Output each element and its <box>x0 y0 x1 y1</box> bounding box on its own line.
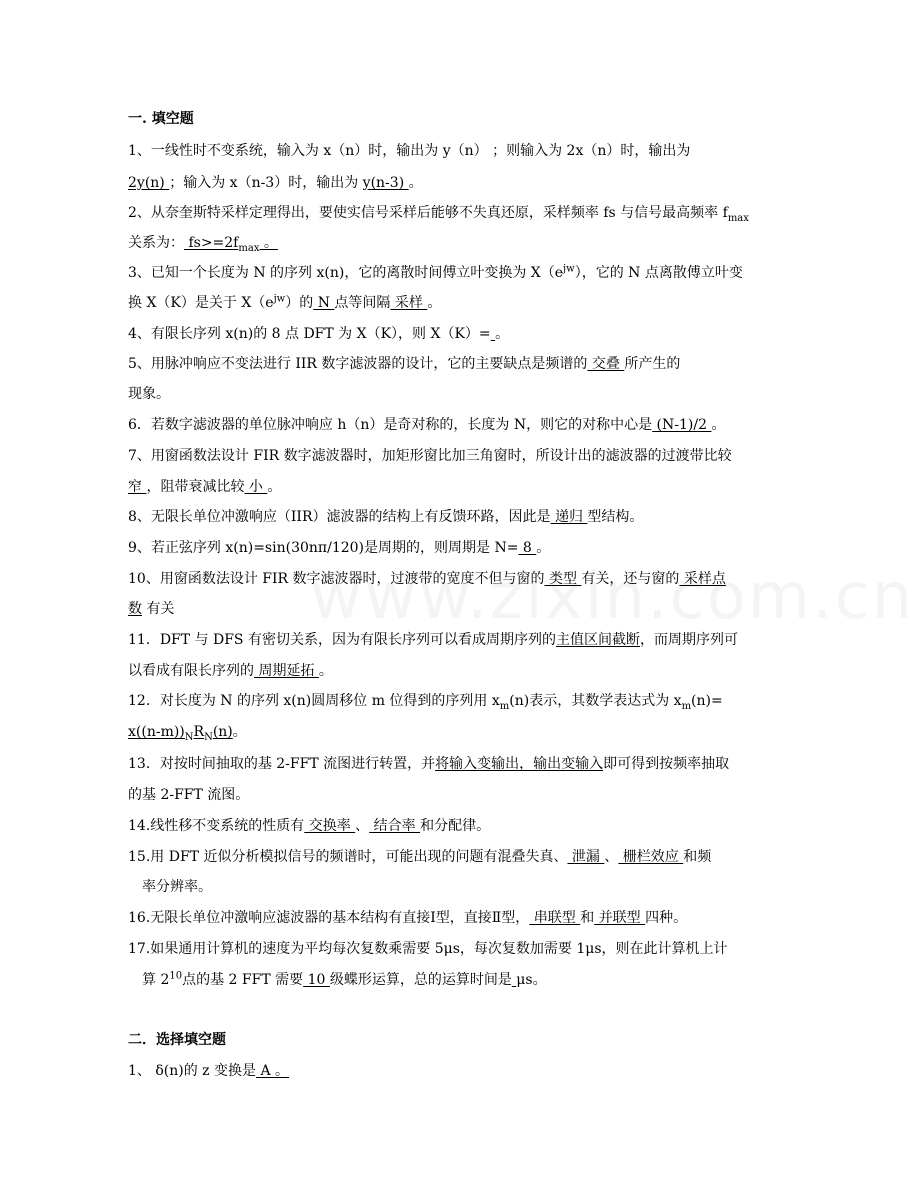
q15-text-b: 和频 <box>683 849 712 865</box>
q16-answer1: 串联型 <box>529 910 581 926</box>
q4-end: 。 <box>495 326 510 342</box>
q11-line2 <box>128 661 818 681</box>
s2-q1-line <box>128 1061 818 1081</box>
q17-l2-c: 级蝶形运算，总的运算时间是 <box>329 972 512 988</box>
q15-line2: 率分辨率。 <box>142 879 212 895</box>
q16-answer2: 并联型 <box>594 910 646 926</box>
q9-answer: 8 <box>518 540 537 556</box>
q1-end: 。 <box>408 175 423 191</box>
q12-sub2: m <box>681 700 692 712</box>
q8-text: 8、无限长单位冲激响应（IIR）滤波器的结构上有反馈环路，因此是 <box>128 509 551 525</box>
q13-answer: 将输入变输出，输出变输入 <box>435 756 604 772</box>
q1-line2 <box>128 173 818 193</box>
q15-line1 <box>128 847 818 867</box>
q10-text: 10、用窗函数法设计 FIR 数字滤波器时，过渡带的宽度不但与窗的 <box>128 571 545 587</box>
q4-text: 4、有限长序列 x(n)的 8 点 DFT 为 X（K），则 X（K）= <box>128 326 491 342</box>
q3-line1 <box>128 263 818 283</box>
q2-pre: 关系为： <box>128 235 184 251</box>
q11-end: 。 <box>318 663 333 679</box>
q10-line2 <box>128 599 818 619</box>
q17-end: μs。 <box>516 972 547 988</box>
q3-sup: jw <box>563 263 575 275</box>
q12-text-c: (n)= <box>691 693 723 709</box>
q8-end: 型结构。 <box>587 509 644 525</box>
q9-text: 9、若正弦序列 x(n)=sin(30nπ/120)是周期的，则周期是 N= <box>128 540 519 556</box>
q2-line2 <box>128 233 818 253</box>
q7-answer2: 小 <box>244 479 268 495</box>
q10-answer2-cont: 数 <box>128 601 142 617</box>
q1-answer2: y(n-3) <box>362 175 409 191</box>
q17-l2-b: 点的基 2 FFT 需要 <box>182 972 304 988</box>
q3-end: 。 <box>427 295 442 311</box>
q3-text-b: ），它的 N 点离散傅立叶变 <box>574 265 743 281</box>
q8-line <box>128 507 818 527</box>
q5-text: 5、用脉冲响应不变法进行 IIR 数字滤波器的设计，它的主要缺点是频谱的 <box>128 356 588 372</box>
q12-answer-r: R <box>193 724 205 740</box>
q3-l2-c: 点等间隔 <box>334 295 391 311</box>
q13-text-b: 即可得到按频率抽取 <box>603 756 730 772</box>
q5-line2: 现象。 <box>128 386 170 402</box>
q14-end: 和分配律。 <box>420 818 491 834</box>
q7-answer1: 窄 <box>128 479 147 495</box>
q3-answer1: N <box>313 295 335 311</box>
q17-sup: 10 <box>169 970 183 982</box>
q17-line1: 17.如果通用计算机的速度为平均每次复数乘需要 5μs，每次复数加需要 1μs，则在此计算机上计 <box>128 941 728 957</box>
q1-answer1: 2y(n) <box>128 175 170 191</box>
q16-end: 四种。 <box>645 910 688 926</box>
q2-answer-text: fs>=2f <box>184 235 239 251</box>
q2-answer-sub: max <box>238 242 260 254</box>
q13-line2: 的基 2-FFT 流图。 <box>128 787 250 803</box>
q5-answer: 交叠 <box>587 356 625 372</box>
q6-line <box>128 415 818 435</box>
section1-title: 一. 填空题 <box>128 111 194 127</box>
q13-text: 13．对按时间抽取的基 2-FFT 流图进行转置，并 <box>128 756 436 772</box>
q5-line1 <box>128 354 818 374</box>
q3-l2-a: 换 X（K）是关于 X（e <box>128 295 274 311</box>
q4-line <box>128 324 818 344</box>
q11-answer1: 主值区间截断 <box>555 632 640 648</box>
q12-end: 。 <box>232 724 247 740</box>
q17-l2-a: 算 2 <box>142 972 170 988</box>
q5-text-b: 所产生的 <box>624 356 681 372</box>
q17-line2 <box>142 970 832 990</box>
s2-q1-text: 1、 δ(n)的 z 变换是 <box>128 1063 257 1079</box>
q14-text: 14.线性移不变系统的性质有 <box>128 818 305 834</box>
q12-line2 <box>128 722 818 742</box>
q12-answer-rsub: N <box>204 731 213 743</box>
q2-sub: max <box>727 212 749 224</box>
q12-answer-a: x((n-m)) <box>128 724 185 740</box>
q15-text: 15.用 DFT 近似分析模拟信号的频谱时，可能出现的问题有混叠失真、 <box>128 849 568 865</box>
q2-answer-end: 。 <box>259 235 278 251</box>
q14-answer2: 结合率 <box>369 818 421 834</box>
q14-mid: 、 <box>355 818 370 834</box>
q10-answer2: 采样点 <box>679 571 726 587</box>
section2-title: 二．选择填空题 <box>128 1032 226 1048</box>
q15-mid: 、 <box>604 849 619 865</box>
q10-mid: 有关，还与窗的 <box>581 571 680 587</box>
q12-text-b: (n)表示，其数学表达式为 x <box>509 693 682 709</box>
q1-line1: 1、一线性时不变系统，输入为 x（n）时，输出为 y（n） ；则输入为 2x（n）时，输出为 <box>128 143 691 159</box>
q3-sup2: jw <box>273 293 286 305</box>
q6-answer: (N-1)/2 <box>652 417 712 433</box>
q3-l2-b: ）的 <box>285 295 314 311</box>
q6-text: 6．若数字滤波器的单位脉冲响应 h（n）是奇对称的，长度为 N，则它的对称中心是 <box>128 417 653 433</box>
q9-line <box>128 538 818 558</box>
q2-text: 2、从奈奎斯特采样定理得出，要使实信号采样后能够不失真还原，采样频率 fs 与信号最高频率 f <box>128 205 728 221</box>
q17-answer1: 10 <box>303 972 330 988</box>
q10-answer1: 类型 <box>544 571 582 587</box>
q15-answer2: 栅栏效应 <box>618 849 684 865</box>
q11-text: 11．DFT 与 DFS 有密切关系，因为有限长序列可以看成周期序列的 <box>128 632 556 648</box>
q16-mid: 和 <box>580 910 595 926</box>
q7-end: 。 <box>267 479 282 495</box>
q7-mid: ，阻带衰减比较 <box>146 479 245 495</box>
q2-answer <box>184 235 278 254</box>
q3-answer2: 采样 <box>390 295 428 311</box>
q13-line1 <box>128 754 818 774</box>
q14-answer1: 交换率 <box>304 818 356 834</box>
q12-answer-sub: N <box>184 731 194 743</box>
q11-answer2: 周期延拓 <box>254 663 319 679</box>
q12-answer-n: (n) <box>212 724 233 740</box>
q16-text: 16.无限长单位冲激响应滤波器的基本结构有直接Ⅰ型，直接Ⅱ型， <box>128 910 530 926</box>
q1-mid: ；输入为 x（n-3）时，输出为 <box>169 175 363 191</box>
q12-line1 <box>128 691 818 711</box>
q9-end: 。 <box>536 540 551 556</box>
q10-end: 有关 <box>142 601 175 617</box>
q6-end: 。 <box>711 417 726 433</box>
q7-line2 <box>128 477 818 497</box>
s2-q1-answer: A 。 <box>256 1063 290 1079</box>
q3-text-a: 3、已知一个长度为 N 的序列 x(n)，它的离散时间傅立叶变换为 X（e <box>128 265 564 281</box>
q15-answer1: 泄漏 <box>567 849 605 865</box>
q2-line1 <box>128 203 818 223</box>
q12-answer <box>128 724 233 743</box>
q11-text-b: ，而周期序列可 <box>639 632 738 648</box>
q12-sub1: m <box>499 700 510 712</box>
q11-line1 <box>128 630 818 650</box>
q10-line1 <box>128 569 818 589</box>
q14-line <box>128 816 818 836</box>
q16-line <box>128 908 818 928</box>
q8-answer: 递归 <box>550 509 588 525</box>
q12-text-a: 12．对长度为 N 的序列 x(n)圆周移位 m 位得到的序列用 x <box>128 693 500 709</box>
q3-line2 <box>128 293 818 313</box>
q7-line1: 7、用窗函数法设计 FIR 数字滤波器时，加矩形窗比加三角窗时，所设计出的滤波器的过渡带比较 <box>128 448 732 464</box>
q11-l2: 以看成有限长序列的 <box>128 663 254 679</box>
